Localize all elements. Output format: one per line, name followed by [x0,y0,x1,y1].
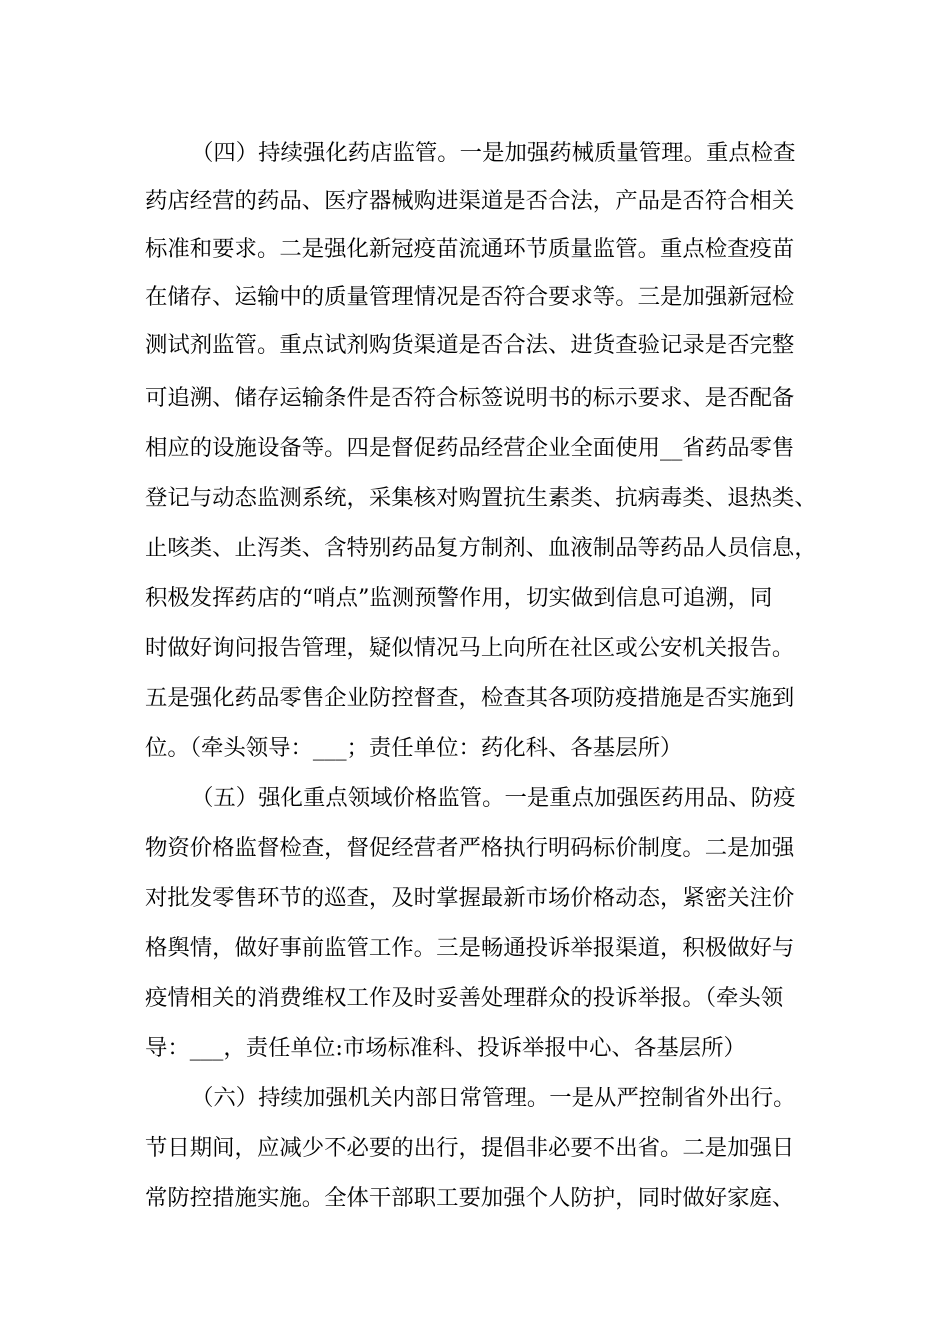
text-line: （四）持续强化药店监管。一是加强药械质量管理。重点检查 [191,140,796,166]
text-line: 导：___，责任单位:市场标准科、投诉举报中心、各基层所） [145,1035,746,1061]
text-line: 标准和要求。二是强化新冠疫苗流通环节质量监管。重点检查疫苗 [145,236,795,262]
text-line: （五）强化重点领域价格监管。一是重点加强医药用品、防疫 [191,785,796,811]
text-line: 时做好询问报告管理，疑似情况马上向所在社区或公安机关报告。 [145,635,795,661]
text-line: （六）持续加强机关内部日常管理。一是从严控制省外出行。 [191,1085,796,1111]
text-line: 药店经营的药品、医疗器械购进渠道是否合法，产品是否符合相关 [145,188,795,214]
text-line: 测试剂监管。重点试剂购货渠道是否合法、进货查验记录是否完整 [145,332,795,358]
text-line: 节日期间，应减少不必要的出行，提倡非必要不出省。二是加强日 [145,1135,795,1161]
text-line: 常防控措施实施。全体干部职工要加强个人防护，同时做好家庭、 [145,1185,795,1211]
text-line: 位。（牵头领导：___；责任单位：药化科、各基层所） [145,735,683,761]
text-line: 相应的设施设备等。四是督促药品经营企业全面使用__省药品零售 [145,435,795,461]
text-line: 对批发零售环节的巡查，及时掌握最新市场价格动态，紧密关注价 [145,885,795,911]
text-line: 五是强化药品零售企业防控督查，检查其各项防疫措施是否实施到 [145,685,795,711]
text-line: 止咳类、止泻类、含特别药品复方制剂、血液制品等药品人员信息， [145,535,817,561]
text-line: 疫情相关的消费维权工作及时妥善处理群众的投诉举报。（牵头领 [145,985,784,1011]
text-line: 登记与动态监测系统，采集核对购置抗生素类、抗病毒类、退热类、 [145,485,817,511]
text-line: 可追溯、储存运输条件是否符合标签说明书的标示要求、是否配备 [145,385,795,411]
text-line: 在储存、运输中的质量管理情况是否符合要求等。三是加强新冠检 [145,284,795,310]
text-line: 积极发挥药店的“哨点”监测预警作用，切实做到信息可追溯，同 [145,585,773,611]
text-line: 物资价格监督检查，督促经营者严格执行明码标价制度。二是加强 [145,835,795,861]
text-line: 格舆情，做好事前监管工作。三是畅通投诉举报渠道，积极做好与 [145,935,795,961]
